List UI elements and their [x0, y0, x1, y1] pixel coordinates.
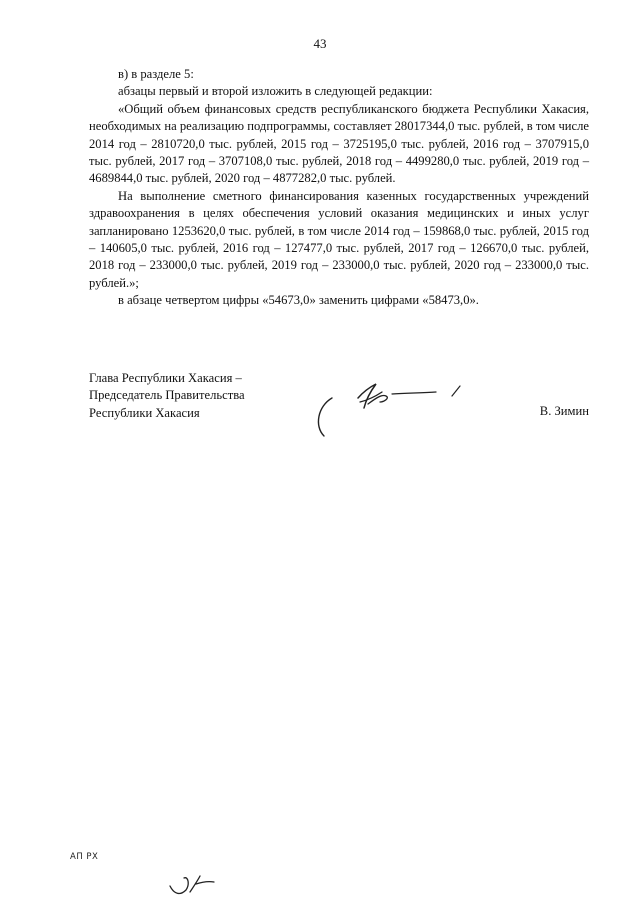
signatory-title-line-2: Председатель Правительства	[89, 388, 245, 403]
signatory-name: В. Зимин	[539, 404, 589, 418]
signatory-title	[89, 370, 245, 422]
page-number: 43	[313, 36, 327, 51]
handwritten-initials	[166, 872, 226, 902]
signatory-title-line-1: Глава Республики Хакасия –	[89, 371, 242, 385]
footer-mark: АП РХ	[70, 852, 99, 862]
paragraph-institution-funding: На выполнение сметного финансирования казенных государственных учреждений здравоохранения в целях обеспечения условий оказания медицинских и иных услуг запланировано 1253620,0 тыс. рублей, в том числе 2014 год – 159868,0 тыс. рублей, 2015 год – 140605,0 тыс. рублей, 2016 год – 127477,0 тыс. рублей, 2017 год – 126670,0 тыс. рублей, 2018 год – 233000,0 тыс. рублей, 2019 год – 233000,0 тыс. рублей, 2020 год – 233000,0 тыс. рублей.»;	[89, 188, 589, 290]
paragraph-section-intro: в) в разделе 5:	[118, 67, 194, 81]
paragraph-figure-replacement: в абзаце четвертом цифры «54673,0» заменить цифрами «58473,0».	[118, 293, 479, 308]
paragraph-instruction: абзацы первый и второй изложить в следующей редакции:	[118, 84, 433, 99]
paragraph-total-funding: «Общий объем финансовых средств республиканского бюджета Республики Хакасия, необходимых на реализацию подпрограммы, составляет 28017344,0 тыс. рублей, в том числе 2014 год – 2810720,0 тыс. рублей, 2015 год – 3725195,0 тыс. рублей, 2016 год – 3707915,0 тыс. рублей, 2017 год – 3707108,0 тыс. рублей, 2018 год – 4499280,0 тыс. рублей, 2019 год – 4689844,0 тыс. рублей, 2020 год – 4877282,0 тыс. рублей.	[89, 101, 589, 186]
signatory-title-line-3: Республики Хакасия	[89, 405, 200, 420]
document-body	[89, 66, 589, 310]
handwritten-signature	[310, 378, 480, 448]
